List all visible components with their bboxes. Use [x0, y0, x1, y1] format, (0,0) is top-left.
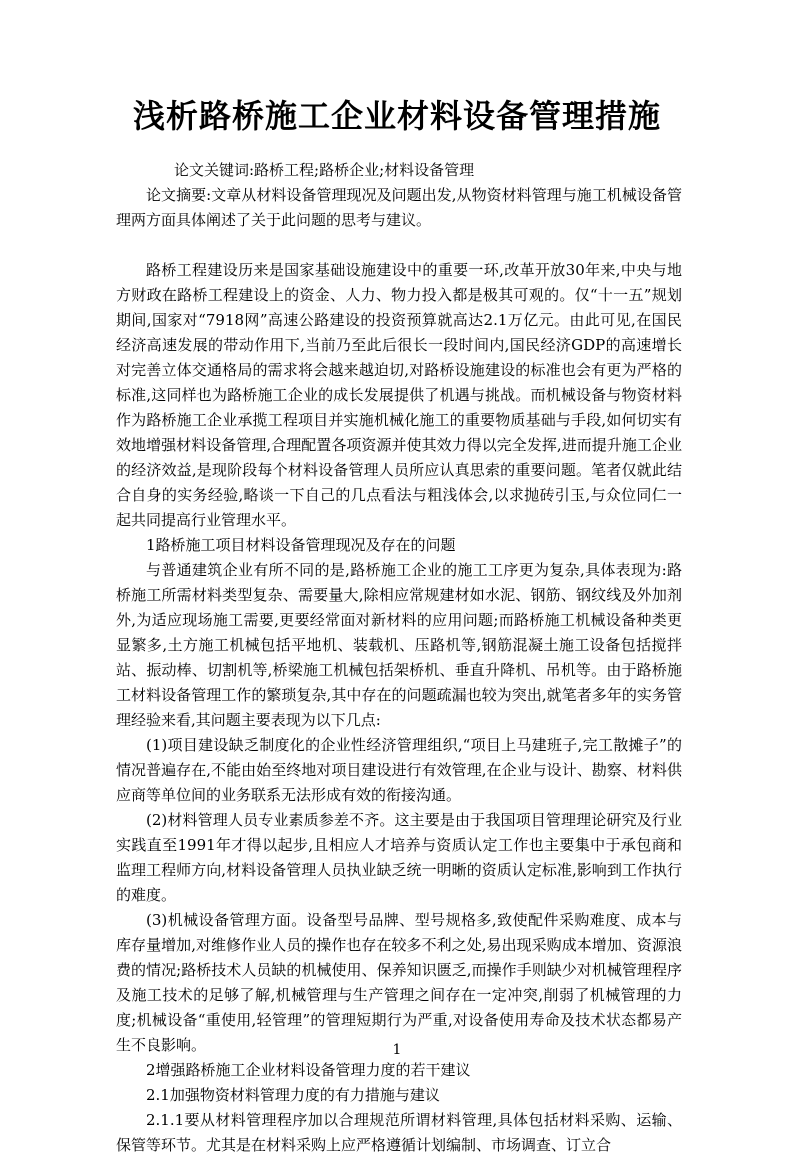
document-body	[116, 158, 682, 1158]
abstract-paragraph: 论文摘要:文章从材料设备管理现况及问题出发,从物资材料管理与施工机械设备管理两方面具体阐述了关于此问题的思考与建议。	[116, 186, 682, 229]
body-paragraph: 2.1.1要从材料管理程序加以合理规范所谓材料管理,具体包括材料采购、运输、保管等环节。尤其是在材料采购上应严格遵循计划编制、市场调查、订立合	[116, 1111, 682, 1154]
list-item-3: (3)机械设备管理方面。设备型号品牌、型号规格多,致使配件采购难度、成本与库存量增加,对维修作业人员的操作也存在较多不利之处,易出现采购成本增加、资源浪费的情况;路桥技术人员缺的机械使用、保养知识匮乏,而操作手则缺少对机械管理程序及施工技术的足够了解,机械管理与生产管理之间存在一定冲突,削弱了机械管理的力度;机械设备“重使用,轻管理”的管理短期行为严重,对设备使用寿命及技术状态都易产生不良影响。	[116, 911, 682, 1054]
section-heading-1: 1路桥施工项目材料设备管理现况及存在的问题	[146, 536, 456, 554]
list-item-2: (2)材料管理人员专业素质参差不齐。这主要是由于我国项目管理理论研究及行业实践直至1991年才得以起步,且相应人才培养与资质认定工作也主要集中于承包商和监理工程师方向,材料设备管理人员执业缺乏统一明晰的资质认定标准,影响到工作执行的难度。	[116, 811, 682, 904]
keywords-line: 论文关键词:路桥工程;路桥企业;材料设备管理	[174, 161, 475, 179]
list-item-1: (1)项目建设缺乏制度化的企业性经济管理组织,“项目上马建班子,完工散摊子”的情况普遍存在,不能由始至终地对项目建设进行有效管理,在企业与设计、勘察、材料供应商等单位间的业务联系无法形成有效的衔接沟通。	[116, 736, 682, 804]
blank-line	[116, 233, 682, 258]
document-title: 浅析路桥施工企业材料设备管理措施	[132, 97, 661, 135]
intro-paragraph: 路桥工程建设历来是国家基础设施建设中的重要一环,改革开放30年来,中央与地方财政在路桥工程建设上的资金、人力、物力投入都是极其可观的。仅“十一五”规划期间,国家对“7918网”高速公路建设的投资预算就高达2.1万亿元。由此可见,在国民经济高速发展的带动作用下,当前乃至此后很长一段时间内,国民经济GDP的高速增长对完善立体交通格局的需求将会越来越迫切,对路桥设施建设的标准也会有更为严格的标准,这同样也为路桥施工企业的成长发展提供了机遇与挑战。而机械设备与物资材料作为路桥施工企业承揽工程项目并实施机械化施工的重要物质基础与手段,如何切实有效地增强材料设备管理,合理配置各项资源并使其效力得以完全发挥,进而提升施工企业的经济效益,是现阶段每个材料设备管理人员所应认真思索的重要问题。笔者仅就此结合自身的实务经验,略谈一下自己的几点看法与粗浅体会,以求抛砖引玉,与众位同仁一起共同提高行业管理水平。	[116, 261, 682, 529]
page-number: 1	[392, 1042, 402, 1058]
body-paragraph: 与普通建筑企业有所不同的是,路桥施工企业的施工工序更为复杂,具体表现为:路桥施工所需材料类型复杂、需要量大,除相应常规建材如水泥、钢筋、钢纹线及外加剂外,为适应现场施工需要,更要经常面对新材料的应用问题;而路桥施工机械设备种类更显繁多,土方施工机械包括平地机、装载机、压路机等,钢筋混凝土施工设备包括搅拌站、振动棒、切割机等,桥梁施工机械包括架桥机、垂直升降机、吊机等。由于路桥施工材料设备管理工作的繁琐复杂,其中存在的问题疏漏也较为突出,就笔者多年的实务管理经验来看,其问题主要表现为以下几点:	[116, 561, 682, 729]
subsection-heading-2-1: 2.1加强物资材料管理力度的有力措施与建议	[146, 1086, 440, 1104]
section-heading-2: 2增强路桥施工企业材料设备管理力度的若干建议	[146, 1061, 471, 1079]
